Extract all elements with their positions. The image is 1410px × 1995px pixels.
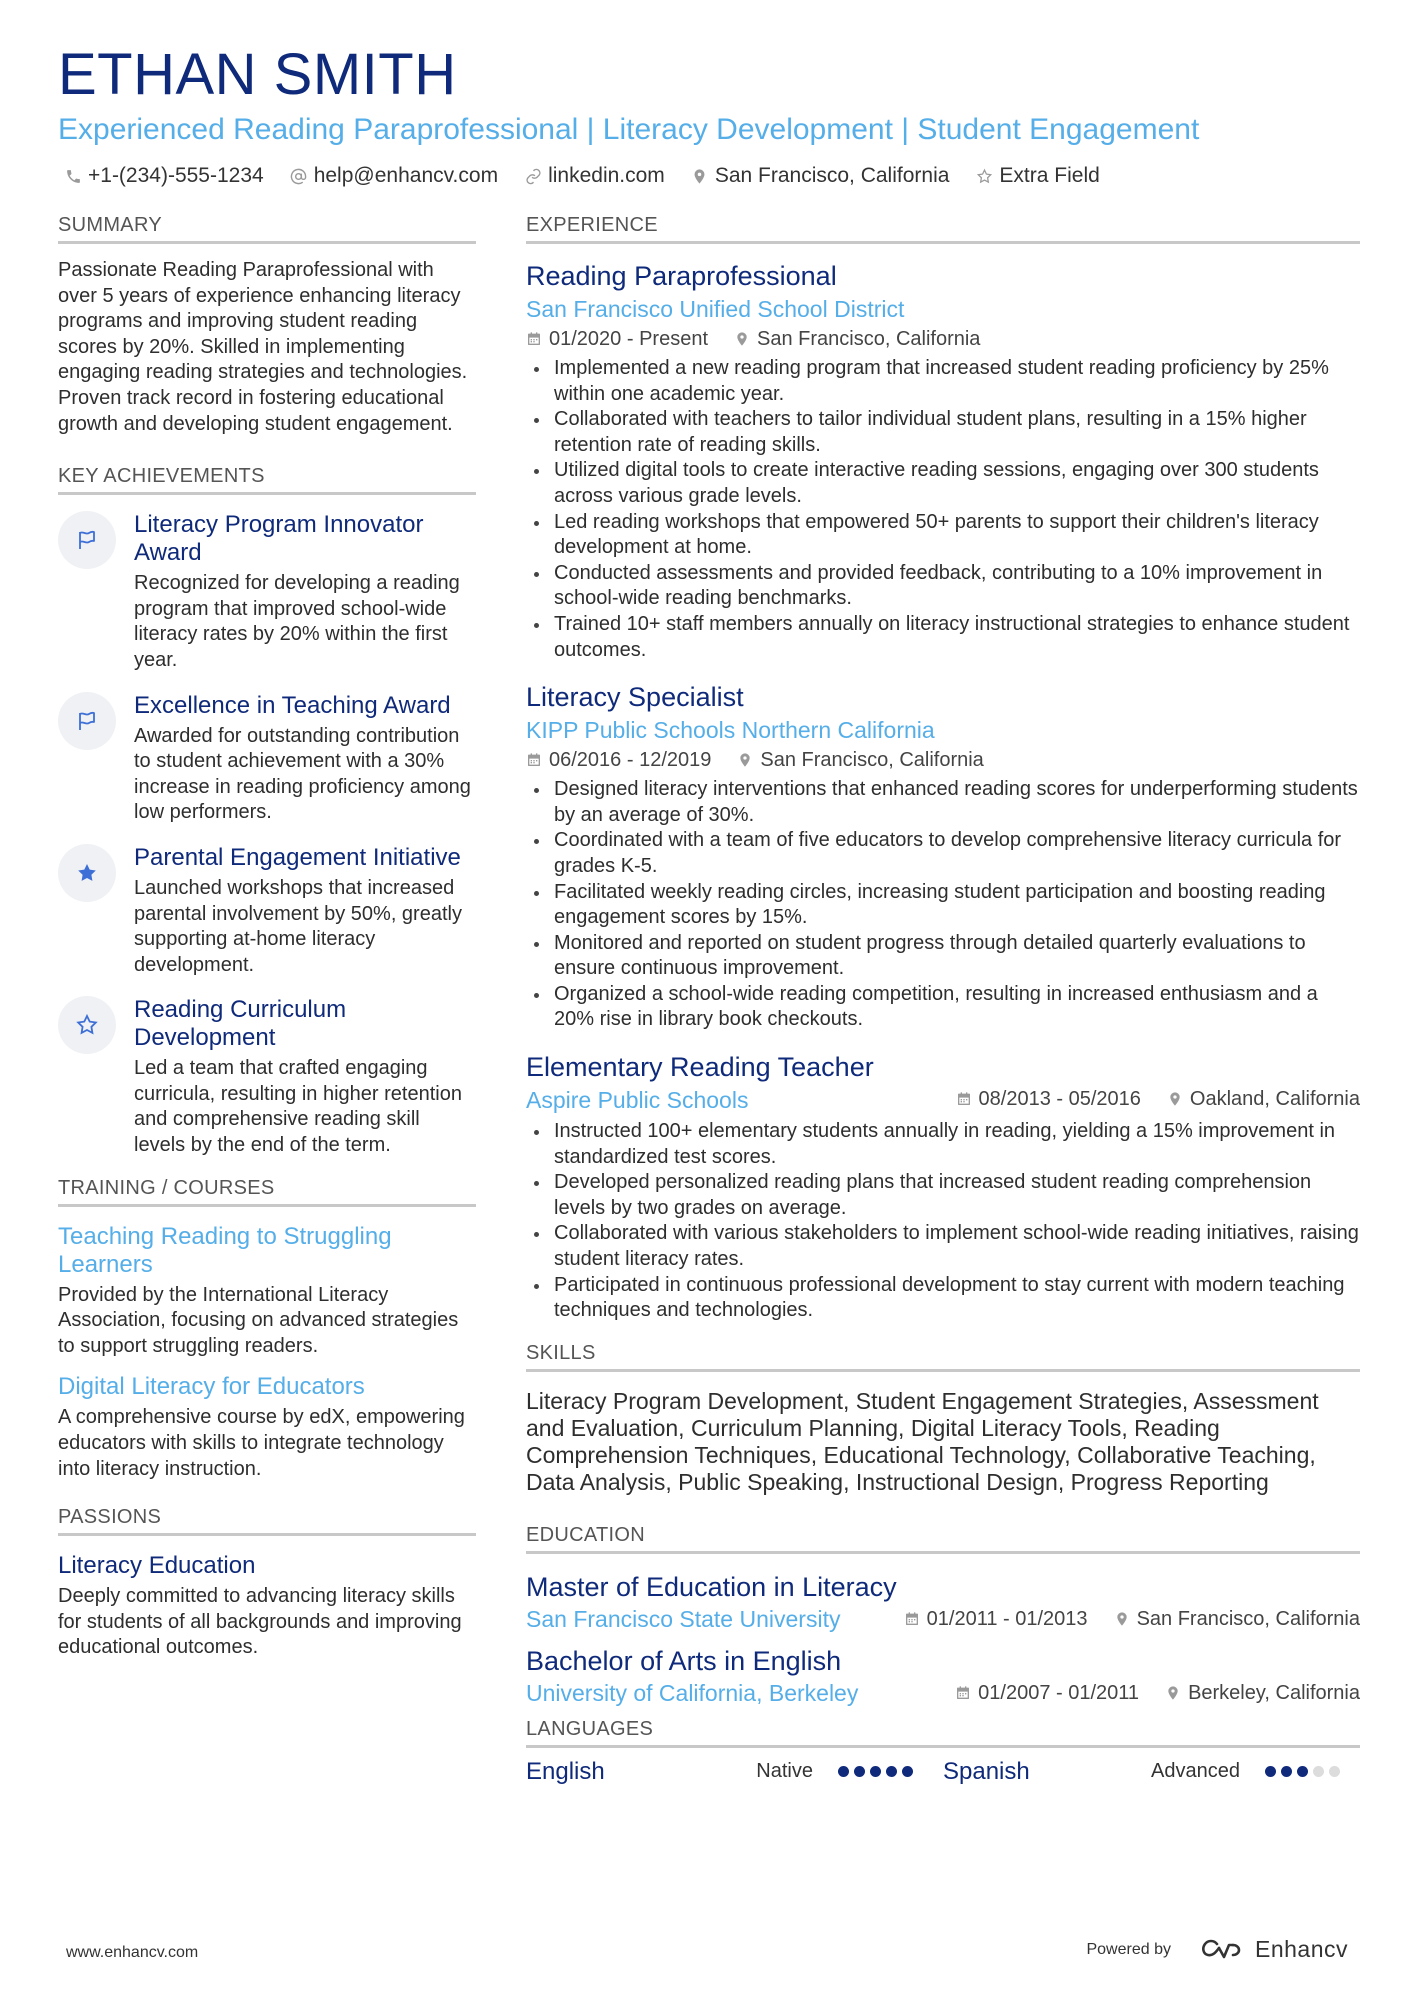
job-location <box>1167 1086 1360 1112</box>
achievement-item <box>58 511 476 673</box>
list-item: Trained 10+ staff members annually on literacy instructional strategies to enhance student outcomes. <box>526 612 1360 663</box>
job-title: Elementary Reading Teacher <box>526 1052 874 1083</box>
achievement-title: Literacy Program Innovator Award <box>134 511 424 567</box>
job-location <box>734 326 980 352</box>
job-dates <box>526 747 711 773</box>
calendar-icon <box>955 1685 971 1701</box>
brand-name: Enhancv <box>1254 1936 1348 1962</box>
achievement-item <box>58 692 476 826</box>
rating-dot <box>1329 1766 1340 1777</box>
contact-phone[interactable] <box>64 164 264 188</box>
location-icon <box>1167 1091 1183 1107</box>
achievement-text: Launched workshops that increased parental involvement by 50%, greatly supporting at-home literacy development. <box>134 876 462 976</box>
edu-dates <box>955 1680 1139 1706</box>
language-item <box>526 1758 943 1786</box>
contact-linkedin-text: linkedin.com <box>548 164 665 187</box>
rating-dot <box>854 1766 865 1777</box>
list-item: Collaborated with teachers to tailor individual student plans, resulting in a 15% higher retention rate of reading skills. <box>526 407 1360 458</box>
contact-phone-text: +1-(234)-555-1234 <box>88 164 264 187</box>
footer-website[interactable]: www.enhancv.com <box>66 1944 199 1961</box>
summary-section <box>58 214 476 437</box>
achievement-item <box>58 996 476 1158</box>
edu-degree: Bachelor of Arts in English <box>526 1645 842 1676</box>
edu-dates-text: 01/2007 - 01/2011 <box>978 1681 1140 1704</box>
skills-heading: SKILLS <box>526 1342 1360 1372</box>
training-heading: TRAINING / COURSES <box>58 1177 476 1207</box>
edu-location <box>1114 1606 1360 1632</box>
achievement-title: Excellence in Teaching Award <box>134 691 451 719</box>
job-location-text: San Francisco, California <box>757 328 981 350</box>
education-section <box>526 1524 1360 1708</box>
job-company: KIPP Public Schools Northern California <box>526 717 935 744</box>
language-rating <box>1260 1766 1340 1777</box>
language-name: Spanish <box>943 1757 1030 1785</box>
link-icon <box>524 167 542 185</box>
contact-linkedin[interactable] <box>524 164 665 188</box>
contact-bar <box>64 164 1126 188</box>
rating-dot <box>1297 1766 1308 1777</box>
rating-dot <box>886 1766 897 1777</box>
contact-location <box>691 164 950 188</box>
edu-location <box>1165 1680 1360 1706</box>
passion-title: Literacy Education <box>58 1552 256 1580</box>
contact-location-text: San Francisco, California <box>714 164 950 187</box>
job-dates <box>956 1086 1141 1112</box>
languages-heading: LANGUAGES <box>526 1718 1360 1748</box>
edu-school: University of California, Berkeley <box>526 1679 859 1706</box>
calendar-icon <box>526 331 542 347</box>
contact-email-text: help@enhancv.com <box>313 164 499 187</box>
list-item: Implemented a new reading program that increased student reading proficiency by 25% within one academic year. <box>526 356 1360 407</box>
location-icon <box>1165 1685 1181 1701</box>
job-entry <box>526 681 1360 1033</box>
calendar-icon <box>526 752 542 768</box>
achievement-title: Reading Curriculum Development <box>134 996 347 1052</box>
powered-by-text: Powered by <box>1086 1940 1171 1958</box>
achievement-text: Led a team that crafted engaging curricula, resulting in higher retention and comprehensive reading skill levels by the end of the term. <box>134 1057 462 1157</box>
education-entry <box>526 1570 1360 1634</box>
course-text: Provided by the International Literacy Association, focusing on advanced strategies to support struggling readers. <box>58 1283 459 1357</box>
edu-school: San Francisco State University <box>526 1605 841 1632</box>
rating-dot <box>1281 1766 1292 1777</box>
job-company: Aspire Public Schools <box>526 1087 749 1114</box>
language-level: Native <box>756 1760 813 1783</box>
training-section <box>58 1177 476 1483</box>
enhancv-logo-icon <box>1197 1937 1245 1963</box>
edu-location-text: Berkeley, California <box>1188 1681 1360 1704</box>
edu-meta <box>955 1680 1360 1706</box>
language-level: Advanced <box>1151 1760 1240 1783</box>
job-meta <box>956 1086 1360 1112</box>
passions-section <box>58 1506 476 1661</box>
list-item: Coordinated with a team of five educators to develop comprehensive literacy curricula for grades K-5. <box>526 828 1360 879</box>
achievement-title: Parental Engagement Initiative <box>134 843 461 871</box>
achievement-item <box>58 844 476 978</box>
job-bullets <box>526 777 1360 1033</box>
rating-dot <box>870 1766 881 1777</box>
job-location-text: San Francisco, California <box>760 749 984 772</box>
education-entry <box>526 1644 1360 1708</box>
experience-section <box>526 214 1360 1324</box>
summary-text: Passionate Reading Paraprofessional with over 5 years of experience enhancing literacy programs and improving student reading scores by 20%. Skilled in implementing engaging reading strategies and technologies. Proven track record in fostering educational growth and developing student engagement. <box>58 259 468 435</box>
job-entry <box>526 1051 1360 1324</box>
languages-section <box>526 1718 1360 1786</box>
edu-dates-text: 01/2011 - 01/2013 <box>926 1607 1088 1630</box>
job-title: Reading Paraprofessional <box>526 261 837 291</box>
rating-dot <box>838 1766 849 1777</box>
experience-heading: EXPERIENCE <box>526 214 1360 244</box>
edu-dates <box>904 1606 1088 1632</box>
phone-icon <box>64 167 82 185</box>
job-entry <box>526 260 1360 663</box>
course-item <box>58 1373 476 1482</box>
right-column <box>526 214 1360 1786</box>
course-title: Teaching Reading to Struggling Learners <box>58 1222 392 1278</box>
list-item: Led reading workshops that empowered 50+ parents to support their children's literacy development at home. <box>526 510 1360 561</box>
achievement-text: Awarded for outstanding contribution to student achievement with a 30% increase in reading proficiency among low performers. <box>134 724 471 824</box>
course-item <box>58 1223 476 1360</box>
candidate-name: ETHAN SMITH <box>58 42 457 107</box>
list-item: Instructed 100+ elementary students annually in reading, yielding a 15% improvement in standardized test scores. <box>526 1119 1360 1170</box>
job-meta <box>526 747 1360 773</box>
passion-text: Deeply committed to advancing literacy skills for students of all backgrounds and improving educational outcomes. <box>58 1585 462 1659</box>
skills-text: Literacy Program Development, Student Engagement Strategies, Assessment and Evaluation, Curriculum Planning, Digital Literacy Tools, Reading Comprehension Techniques, Educational Technology, Collaborative Teaching, Data Analysis, Public Speaking, Instructional Design, Progress Reporting <box>526 1387 1319 1495</box>
language-item <box>943 1758 1340 1786</box>
flag-icon <box>58 511 116 569</box>
location-icon <box>734 331 750 347</box>
job-dates-text: 01/2020 - Present <box>549 328 708 350</box>
rating-dot <box>902 1766 913 1777</box>
job-company: San Francisco Unified School District <box>526 296 905 322</box>
at-icon <box>290 167 308 185</box>
job-title: Literacy Specialist <box>526 682 744 713</box>
education-heading: EDUCATION <box>526 1524 1360 1554</box>
edu-location-text: San Francisco, California <box>1136 1607 1360 1630</box>
location-icon <box>691 167 709 185</box>
star-icon <box>975 167 993 185</box>
contact-email[interactable] <box>290 164 498 188</box>
list-item: Utilized digital tools to create interactive reading sessions, engaging over 300 students across various grade levels. <box>526 458 1360 509</box>
summary-heading: SUMMARY <box>58 214 476 244</box>
brand-logo[interactable] <box>1197 1936 1348 1963</box>
list-item: Facilitated weekly reading circles, increasing student participation and boosting reading engagement scores by 15%. <box>526 880 1360 931</box>
job-location <box>737 747 983 773</box>
edu-meta <box>904 1606 1360 1632</box>
course-text: A comprehensive course by edX, empowering educators with skills to integrate technology into literacy instruction. <box>58 1406 465 1480</box>
location-icon <box>1114 1611 1130 1627</box>
contact-extra <box>975 164 1099 188</box>
passion-item <box>58 1552 476 1661</box>
list-item: Participated in continuous professional development to stay current with modern teaching techniques and technologies. <box>526 1273 1360 1324</box>
contact-extra-text: Extra Field <box>999 164 1100 187</box>
rating-dot <box>1313 1766 1324 1777</box>
language-name: English <box>526 1757 605 1785</box>
skills-section <box>526 1342 1360 1496</box>
calendar-icon <box>956 1091 972 1107</box>
list-item: Collaborated with various stakeholders to implement school-wide reading initiatives, raising student literacy rates. <box>526 1221 1360 1272</box>
achievements-section <box>58 465 476 1159</box>
passions-heading: PASSIONS <box>58 1506 476 1536</box>
star-filled-icon <box>58 844 116 902</box>
footer-branding <box>1086 1936 1348 1963</box>
job-dates <box>526 326 708 352</box>
achievements-heading: KEY ACHIEVEMENTS <box>58 465 476 495</box>
star-outline-icon <box>58 996 116 1054</box>
job-bullets <box>526 1119 1360 1324</box>
flag-icon <box>58 692 116 750</box>
job-dates-text: 08/2013 - 05/2016 <box>978 1088 1141 1111</box>
job-bullets <box>526 356 1360 663</box>
list-item: Developed personalized reading plans that increased student reading comprehension levels by two grades on average. <box>526 1170 1360 1221</box>
languages-list <box>526 1758 1360 1786</box>
rating-dot <box>1265 1766 1276 1777</box>
candidate-headline: Experienced Reading Paraprofessional | Literacy Development | Student Engagement <box>58 113 1200 146</box>
location-icon <box>737 752 753 768</box>
job-dates-text: 06/2016 - 12/2019 <box>549 749 712 772</box>
job-location-text: Oakland, California <box>1189 1088 1360 1111</box>
course-title: Digital Literacy for Educators <box>58 1373 365 1401</box>
list-item: Designed literacy interventions that enhanced reading scores for underperforming students by an average of 30%. <box>526 777 1360 828</box>
left-column <box>58 214 476 1661</box>
list-item: Monitored and reported on student progress through detailed quarterly evaluations to ensure continuous improvement. <box>526 931 1360 982</box>
achievement-text: Recognized for developing a reading program that improved school-wide literacy rates by 20% within the first year. <box>134 572 460 671</box>
list-item: Organized a school-wide reading competition, resulting in increased enthusiasm and a 20% rise in library book checkouts. <box>526 982 1360 1033</box>
language-rating <box>833 1766 913 1777</box>
edu-degree: Master of Education in Literacy <box>526 1571 897 1602</box>
calendar-icon <box>904 1611 920 1627</box>
job-meta <box>526 326 1360 352</box>
list-item: Conducted assessments and provided feedback, contributing to a 10% improvement in school-wide reading benchmarks. <box>526 561 1360 612</box>
